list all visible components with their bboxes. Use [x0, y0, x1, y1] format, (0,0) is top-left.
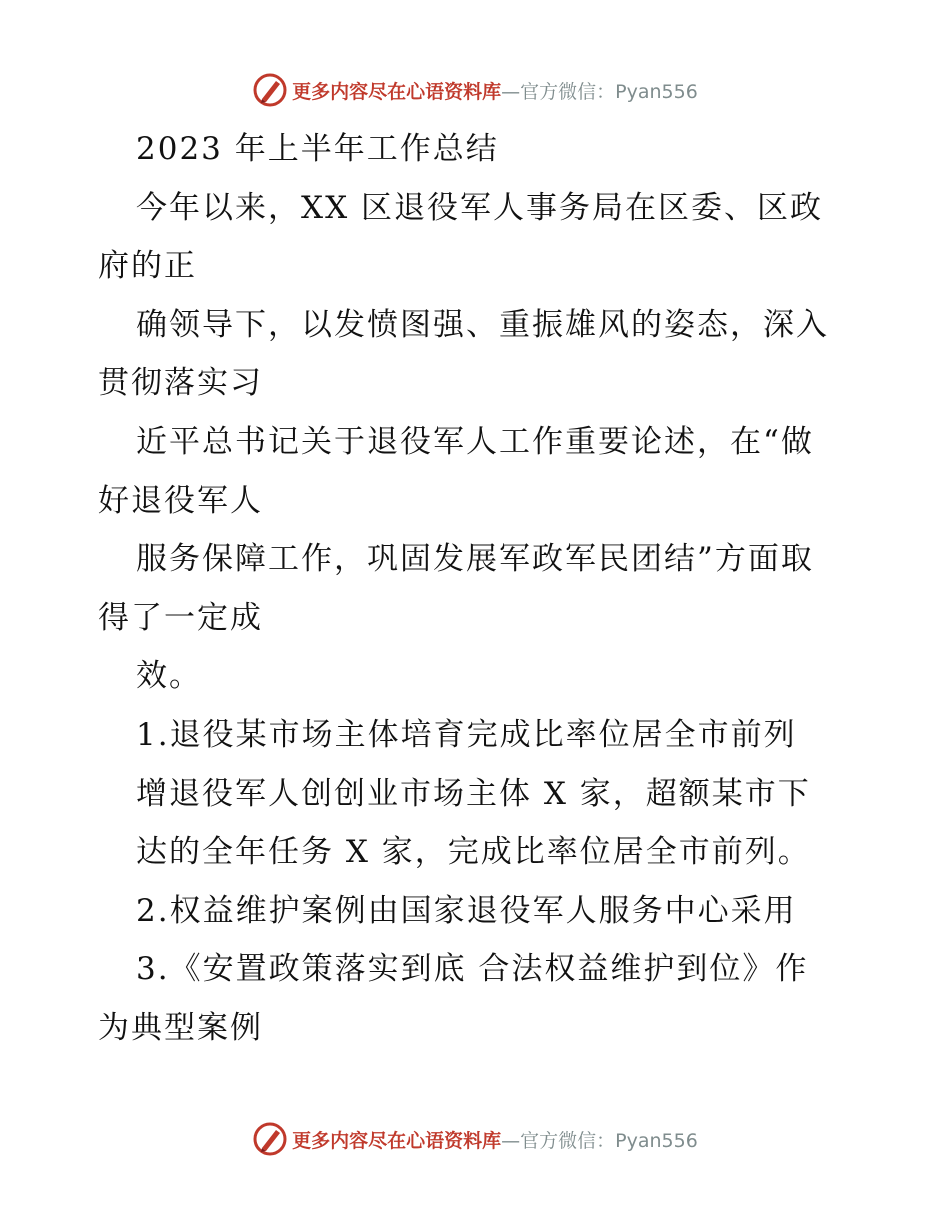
watermark-site-name: 更多内容尽在心语资料库 — [292, 1129, 502, 1152]
text-line: 确领导下，以发愤图强、重振雄风的姿态，深入 — [136, 306, 829, 343]
footer-watermark — [0, 1119, 950, 1159]
pen-logo-icon — [252, 72, 288, 108]
text-line: 为典型案例 — [98, 1009, 263, 1046]
text-line: 府的正 — [98, 248, 197, 285]
text-line: 达的全年任务 X 家，完成比率位居全市前列。 — [136, 834, 811, 871]
watermark-wechat: —官方微信：Pyan556 — [501, 1129, 698, 1152]
text-line: 服务保障工作，巩固发展军政军民团结”方面取 — [136, 541, 814, 578]
text-line: 效。 — [136, 658, 202, 695]
text-line: 得了一定成 — [98, 599, 263, 636]
text-line: 今年以来，XX 区退役军人事务局在区委、区政 — [136, 189, 823, 226]
header-watermark — [0, 70, 950, 110]
text-line: 增退役军人创创业市场主体 X 家，超额某市下 — [136, 775, 811, 812]
text-line: 好退役军人 — [98, 482, 263, 519]
text-line: 贯彻落实习 — [98, 365, 263, 402]
document-title: 2023 年上半年工作总结 — [136, 131, 499, 167]
pen-logo-icon — [252, 1121, 288, 1157]
watermark-site-name: 更多内容尽在心语资料库 — [292, 80, 502, 103]
text-line: 近平总书记关于退役军人工作重要论述，在“做 — [136, 423, 814, 460]
text-line: 1.退役某市场主体培育完成比率位居全市前列 — [136, 716, 797, 753]
text-line: 3.《安置政策落实到底 合法权益维护到位》作 — [136, 951, 809, 988]
document-body — [98, 120, 858, 1058]
watermark-wechat: —官方微信：Pyan556 — [501, 80, 698, 103]
text-line: 2.权益维护案例由国家退役军人服务中心采用 — [136, 892, 797, 929]
